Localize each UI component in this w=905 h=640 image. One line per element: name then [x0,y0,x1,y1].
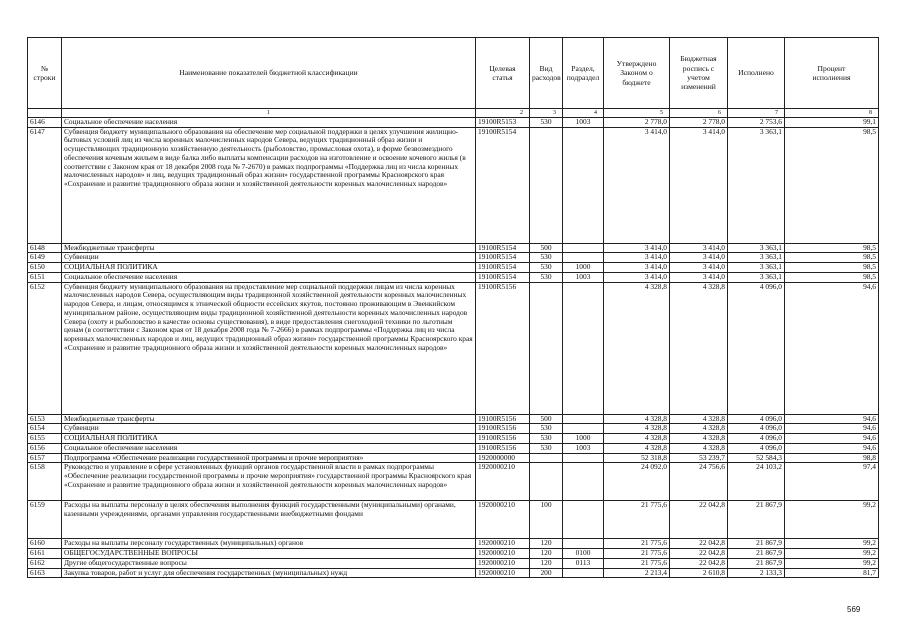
page-number: 569 [847,605,861,614]
header-target-article: Целевая статья [476,38,530,109]
planned-amount: 22 042,8 [670,501,728,539]
planned-amount: 22 042,8 [670,558,728,568]
approved-amount: 52 318,8 [604,453,670,463]
table-row [28,127,879,243]
execution-percent: 99,2 [785,501,879,539]
indicator-name: СОЦИАЛЬНАЯ ПОЛИТИКА [62,434,476,444]
section-code [563,243,604,253]
column-number: 6 [670,109,728,118]
executed-amount: 21 867,9 [728,501,785,539]
expense-type: 530 [530,443,563,453]
planned-amount: 4 328,8 [670,443,728,453]
executed-amount: 3 363,1 [728,253,785,263]
table-row [28,414,879,424]
approved-amount: 21 775,6 [604,558,670,568]
executed-amount: 21 867,9 [728,549,785,559]
execution-percent: 94,6 [785,434,879,444]
planned-amount: 4 328,8 [670,414,728,424]
column-number: 8 [785,109,879,118]
planned-amount: 3 414,0 [670,243,728,253]
planned-amount: 4 328,8 [670,434,728,444]
execution-percent: 94,6 [785,443,879,453]
execution-percent: 97,4 [785,463,879,501]
indicator-name: Социальное обеспечение населения [62,272,476,282]
expense-type: 530 [530,424,563,434]
column-number: 3 [530,109,563,118]
section-code: 1000 [563,434,604,444]
table-row [28,243,879,253]
column-number: 4 [563,109,604,118]
execution-percent: 81,7 [785,568,879,578]
execution-percent: 98,5 [785,272,879,282]
section-code: 1003 [563,118,604,128]
section-code: 1003 [563,272,604,282]
target-article: 1920000210 [476,501,530,539]
indicator-name: Субвенция бюджету муниципального образования на предоставление мер социальной поддержки лицам из числа коренных малочисленных народов Севера, осуществляющим виды традиционной хозяйственной деятельности коренных малочисленных народов Севера, и лицам, относящимся к этнической общности ессейских якутов, постоянно проживающим в Эвенкийском муниципальном районе, осуществляющим виды традиционной хозяйственной деятельности коренных малочисленных народов Севера (охоту и рыболовство в качестве основы существования), в виде предоставления снегоходной техники по льготным ценам (в соответствии с Законом края от 18 декабря 2008 года № 7-2666) в рамках подпрограммы «Поддержка лиц из числа коренных малочисленных народов и лиц, ведущих традиционный образ жизни» государственной программы Красноярского края «Сохранение и развитие традиционного образа жизни и хозяйственной деятельности коренных малочисленных народов» [62,282,476,414]
budget-table [27,37,879,578]
target-article: 1920000210 [476,568,530,578]
approved-amount: 3 414,0 [604,127,670,243]
indicator-name: Межбюджетные трансферты [62,414,476,424]
executed-amount: 3 363,1 [728,272,785,282]
table-row [28,263,879,273]
target-article: 19100R5154 [476,272,530,282]
execution-percent: 99,2 [785,549,879,559]
execution-percent: 94,6 [785,424,879,434]
execution-percent: 98,8 [785,453,879,463]
execution-percent: 99,1 [785,118,879,128]
header-executed: Исполнено [728,38,785,109]
executed-amount: 21 867,9 [728,558,785,568]
table-row [28,463,879,501]
section-code [563,539,604,549]
planned-amount: 3 414,0 [670,263,728,273]
header-row-number: № строки [28,38,62,109]
section-code [563,453,604,463]
planned-amount: 22 042,8 [670,549,728,559]
target-article: 1920000210 [476,549,530,559]
planned-amount: 2 610,8 [670,568,728,578]
header-expense-type: Вид расходов [530,38,563,109]
column-number [28,109,62,118]
target-article: 19100R5156 [476,434,530,444]
indicator-name: Межбюджетные трансферты [62,243,476,253]
indicator-name: ОБЩЕГОСУДАРСТВЕННЫЕ ВОПРОСЫ [62,549,476,559]
planned-amount: 24 756,6 [670,463,728,501]
planned-amount: 4 328,8 [670,424,728,434]
approved-amount: 4 328,8 [604,414,670,424]
table-row [28,568,879,578]
header-planned: Бюджетная роспись с учетом изменений [670,38,728,109]
execution-percent: 98,5 [785,127,879,243]
planned-amount: 2 778,0 [670,118,728,128]
approved-amount: 21 775,6 [604,539,670,549]
execution-percent: 98,5 [785,243,879,253]
expense-type: 500 [530,243,563,253]
execution-percent: 94,6 [785,414,879,424]
column-number: 5 [604,109,670,118]
section-code [563,501,604,539]
section-code [563,424,604,434]
approved-amount: 21 775,6 [604,501,670,539]
approved-amount: 2 778,0 [604,118,670,128]
executed-amount: 3 363,1 [728,127,785,243]
executed-amount: 4 096,0 [728,434,785,444]
row-number: 6161 [28,549,62,559]
row-number: 6160 [28,539,62,549]
execution-percent: 94,6 [785,282,879,414]
row-number: 6163 [28,568,62,578]
planned-amount: 3 414,0 [670,127,728,243]
table-row [28,558,879,568]
indicator-name: Субвенции [62,253,476,263]
target-article: 19100R5154 [476,263,530,273]
expense-type: 530 [530,118,563,128]
expense-type: 120 [530,539,563,549]
column-number: 1 [62,109,476,118]
section-code: 1000 [563,263,604,273]
row-number: 6146 [28,118,62,128]
executed-amount: 2 753,6 [728,118,785,128]
execution-percent: 98,5 [785,253,879,263]
expense-type [530,463,563,501]
table-row [28,501,879,539]
expense-type: 100 [530,501,563,539]
target-article: 19100R5156 [476,443,530,453]
section-code [563,282,604,414]
indicator-name: Социальное обеспечение населения [62,118,476,128]
expense-type: 500 [530,414,563,424]
target-article: 1920000210 [476,539,530,549]
executed-amount: 3 363,1 [728,243,785,253]
table-row [28,549,879,559]
executed-amount: 4 096,0 [728,443,785,453]
execution-percent: 98,5 [785,263,879,273]
row-number: 6150 [28,263,62,273]
planned-amount: 22 042,8 [670,539,728,549]
approved-amount: 4 328,8 [604,434,670,444]
executed-amount: 4 096,0 [728,282,785,414]
target-article: 19100R5154 [476,253,530,263]
planned-amount: 53 239,7 [670,453,728,463]
table-row [28,453,879,463]
indicator-name: Закупка товаров, работ и услуг для обеспечения государственных (муниципальных) нужд [62,568,476,578]
approved-amount: 3 414,0 [604,272,670,282]
approved-amount: 4 328,8 [604,282,670,414]
target-article: 19100R5156 [476,424,530,434]
header-section: Раздел, подраздел [563,38,604,109]
row-number: 6151 [28,272,62,282]
section-code [563,414,604,424]
expense-type [530,453,563,463]
executed-amount: 3 363,1 [728,263,785,273]
table-row [28,253,879,263]
executed-amount: 4 096,0 [728,414,785,424]
approved-amount: 3 414,0 [604,243,670,253]
planned-amount: 4 328,8 [670,282,728,414]
section-code [563,127,604,243]
row-number: 6149 [28,253,62,263]
executed-amount: 52 584,3 [728,453,785,463]
executed-amount: 24 103,2 [728,463,785,501]
table-row [28,443,879,453]
row-number: 6153 [28,414,62,424]
expense-type [530,282,563,414]
approved-amount: 3 414,0 [604,263,670,273]
approved-amount: 2 213,4 [604,568,670,578]
header-row [28,38,879,109]
table-row [28,118,879,128]
expense-type: 530 [530,253,563,263]
section-code: 0113 [563,558,604,568]
target-article: 1920000210 [476,558,530,568]
row-number: 6154 [28,424,62,434]
header-percent: Процент исполнения [785,38,879,109]
table-row [28,282,879,414]
expense-type [530,127,563,243]
approved-amount: 4 328,8 [604,424,670,434]
target-article: 19100R5154 [476,243,530,253]
table-row [28,424,879,434]
section-code: 1003 [563,443,604,453]
target-article: 19100R5154 [476,127,530,243]
column-number-row [28,109,879,118]
expense-type: 530 [530,272,563,282]
row-number: 6157 [28,453,62,463]
expense-type: 530 [530,263,563,273]
row-number: 6147 [28,127,62,243]
target-article: 19100R5153 [476,118,530,128]
section-code [563,253,604,263]
table-row [28,539,879,549]
row-number: 6158 [28,463,62,501]
row-number: 6152 [28,282,62,414]
expense-type: 120 [530,558,563,568]
approved-amount: 4 328,8 [604,443,670,453]
indicator-name: Подпрограмма «Обеспечение реализации государственной программы и прочие мероприятия» [62,453,476,463]
target-article: 1920000210 [476,463,530,501]
section-code [563,568,604,578]
table-row [28,272,879,282]
header-indicator-name: Наименование показателей бюджетной классификации [62,38,476,109]
target-article: 1920000000 [476,453,530,463]
execution-percent: 99,2 [785,558,879,568]
column-number: 2 [476,109,530,118]
indicator-name: Расходы на выплаты персоналу в целях обеспечения выполнения функций государственными (муниципальными) органами, казенными учреждениями, органами управления государственными внебюджетными фондами [62,501,476,539]
approved-amount: 3 414,0 [604,253,670,263]
expense-type: 120 [530,549,563,559]
indicator-name: Субвенция бюджету муниципального образования на обеспечение мер социальной поддержки в целях улучшения жилищно-бытовых условий лиц из числа коренных малочисленных народов Севера, ведущих традиционный образ жизни и осуществляющих традиционную хозяйственную деятельность (рыболовство, промысловая охота), в форме безвозмездного обеспечения кочевым жильем в виде балка либо выплаты компенсации расходов на изготовление и освоение кочевого жилья (в соответствии с Законом края от 18 декабря 2008 года № 7-2670) в рамках подпрограммы «Поддержка лиц из числа коренных малочисленных народов» и лиц, ведущих традиционный образ жизни» государственной программы Красноярского края «Сохранение и развитие традиционного образа жизни и хозяйственной деятельности коренных малочисленных народов» [62,127,476,243]
indicator-name: Социальное обеспечение населения [62,443,476,453]
row-number: 6156 [28,443,62,453]
indicator-name: Субвенции [62,424,476,434]
target-article: 19100R5156 [476,282,530,414]
approved-amount: 24 092,0 [604,463,670,501]
section-code: 0100 [563,549,604,559]
row-number: 6162 [28,558,62,568]
row-number: 6159 [28,501,62,539]
execution-percent: 99,2 [785,539,879,549]
indicator-name: Другие общегосударственные вопросы [62,558,476,568]
section-code [563,463,604,501]
column-number: 7 [728,109,785,118]
indicator-name: Расходы на выплаты персоналу государственных (муниципальных) органов [62,539,476,549]
executed-amount: 21 867,9 [728,539,785,549]
table-row [28,434,879,444]
expense-type: 200 [530,568,563,578]
indicator-name: СОЦИАЛЬНАЯ ПОЛИТИКА [62,263,476,273]
indicator-name: Руководство и управление в сфере установленных функций органов государственной власти в рамках подпрограммы «Обеспечение реализации государственной программы и прочие мероприятия» государственной программы Красноярского края «Сохранение и развитие традиционного образа жизни и хозяйственной деятельности коренных малочисленных народов» [62,463,476,501]
expense-type: 530 [530,434,563,444]
row-number: 6155 [28,434,62,444]
planned-amount: 3 414,0 [670,253,728,263]
executed-amount: 4 096,0 [728,424,785,434]
planned-amount: 3 414,0 [670,272,728,282]
row-number: 6148 [28,243,62,253]
target-article: 19100R5156 [476,414,530,424]
header-approved: Утверждено Законом о бюджете [604,38,670,109]
approved-amount: 21 775,6 [604,549,670,559]
executed-amount: 2 133,3 [728,568,785,578]
